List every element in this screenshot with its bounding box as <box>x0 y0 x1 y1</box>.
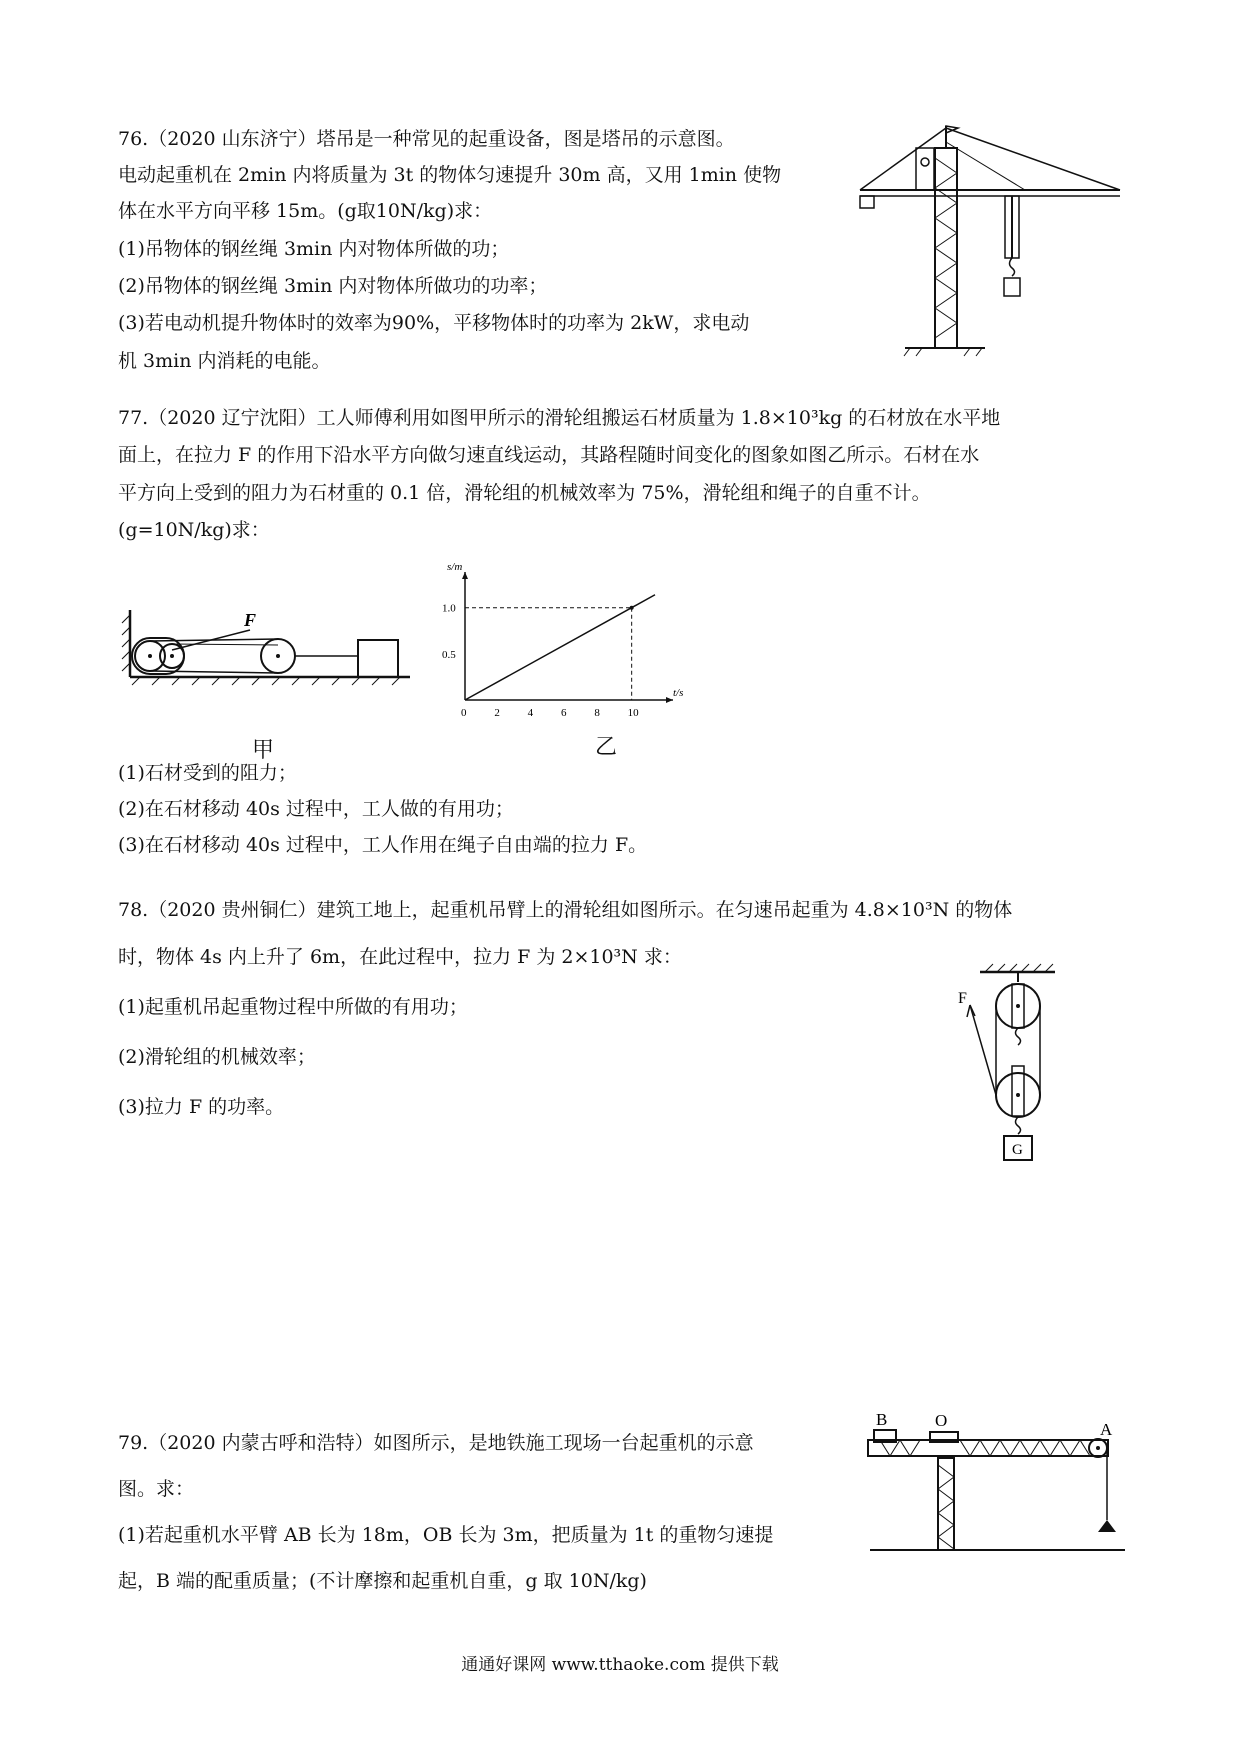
series-line <box>465 595 655 700</box>
q77-sub-2: (2)在石材移动 40s 过程中，工人做的有用功； <box>118 798 514 820</box>
q76-line-7: 机 3min 内消耗的电能。 <box>118 350 331 372</box>
q77-line-3: 平方向上受到的阻力为石材重的 0.1 倍，滑轮组的机械效率为 75%，滑轮组和绳子的自重不计。 <box>118 482 931 504</box>
x-axis-arrow <box>666 697 673 703</box>
pulley-block-figure <box>940 960 1080 1180</box>
y-tick-label: 1.0 <box>442 602 456 615</box>
force-label-f: F <box>244 610 257 630</box>
y-axis-label: s/m <box>447 561 463 573</box>
q76-line-1: 76.（2020 山东济宁）塔吊是一种常见的起重设备，图是塔吊的示意图。 <box>118 128 735 150</box>
q78-line-2: 时，物体 4s 内上升了 6m，在此过程中，拉力 F 为 2×10³N 求： <box>118 946 682 968</box>
q78-sub-3: (3)拉力 F 的功率。 <box>118 1096 285 1118</box>
label-b: B <box>876 1410 888 1429</box>
x-tick-label: 6 <box>561 707 567 719</box>
fig-yi-caption: 乙 <box>595 735 618 760</box>
q77-line-1: 77.（2020 辽宁沈阳）工人师傅利用如图甲所示的滑轮组搬运石材质量为 1.8×10³kg 的石材放在水平地 <box>118 407 1001 429</box>
q79-line-1: 79.（2020 内蒙古呼和浩特）如图所示，是地铁施工现场一台起重机的示意 <box>118 1432 754 1454</box>
q77-sub-1: (1)石材受到的阻力； <box>118 762 297 784</box>
q79-line-3: (1)若起重机水平臂 AB 长为 18m，OB 长为 3m，把质量为 1t 的重物匀速提 <box>118 1524 774 1546</box>
y-axis-arrow <box>462 572 468 579</box>
x-tick-label: 8 <box>594 707 600 719</box>
x-tick-label: 4 <box>527 707 534 719</box>
tower-crane-figure <box>850 118 1130 358</box>
q77-line-4: (g=10N/kg)求： <box>118 519 270 541</box>
q76-line-2: 电动起重机在 2min 内将质量为 3t 的物体匀速提升 30m 高，又用 1min 使物 <box>118 164 782 186</box>
distance-time-chart <box>440 561 684 725</box>
q77-sub-3: (3)在石材移动 40s 过程中，工人作用在绳子自由端的拉力 F。 <box>118 834 648 856</box>
fig-jia-caption: 甲 <box>252 738 275 763</box>
data-point <box>630 606 634 610</box>
x-axis-label: t/s <box>673 687 684 699</box>
q79-line-2: 图。求： <box>118 1478 195 1500</box>
x-tick-label: 2 <box>494 707 500 719</box>
q76-line-4: (1)吊物体的钢丝绳 3min 内对物体所做的功； <box>118 238 510 260</box>
x-tick-label: 10 <box>627 707 639 719</box>
label-o: O <box>935 1411 948 1430</box>
y-tick-label: 0.5 <box>442 648 456 661</box>
q77-line-2: 面上，在拉力 F 的作用下沿水平方向做匀速直线运动，其路程随时间变化的图象如图乙所示。石材在水 <box>118 444 980 466</box>
page-footer: 通通好课网 www.tthaoke.com 提供下载 <box>461 1655 779 1675</box>
q76-line-5: (2)吊物体的钢丝绳 3min 内对物体所做功的功率； <box>118 275 548 297</box>
label-a: A <box>1100 1420 1113 1439</box>
subway-crane-figure <box>860 1410 1130 1560</box>
x-tick-label: 0 <box>461 707 467 719</box>
q78-sub-2: (2)滑轮组的机械效率； <box>118 1046 316 1068</box>
q78-line-1: 78.（2020 贵州铜仁）建筑工地上，起重机吊臂上的滑轮组如图所示。在匀速吊起重为 4.8×10³N 的物体 <box>118 899 1013 921</box>
q76-line-3: 体在水平方向平移 15m。(g取10N/kg)求： <box>118 200 493 222</box>
q76-line-6: (3)若电动机提升物体时的效率为90%，平移物体时的功率为 2kW，求电动 <box>118 312 750 334</box>
pulley-ground-figure <box>110 590 420 730</box>
weight-label-g: G <box>1012 1142 1023 1158</box>
q79-line-4: 起，B 端的配重质量；(不计摩擦和起重机自重，g 取 10N/kg) <box>118 1570 647 1592</box>
q78-sub-1: (1)起重机吊起重物过程中所做的有用功； <box>118 996 468 1018</box>
force-label-f: F <box>958 990 967 1007</box>
